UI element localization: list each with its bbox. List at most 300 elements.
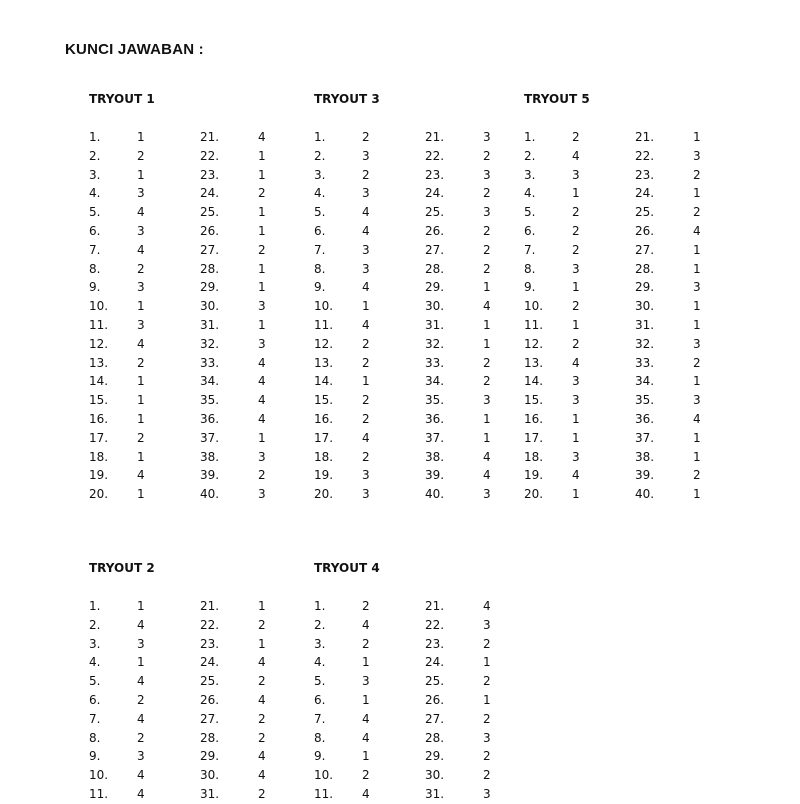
question-number: 26. (635, 223, 655, 238)
answer-row (524, 391, 714, 410)
question-number: 15. (524, 393, 544, 408)
answer-row (89, 429, 279, 448)
answer: 1 (693, 487, 701, 502)
question-number: 9. (314, 280, 326, 295)
answer: 1 (693, 242, 701, 257)
question-number: 22. (635, 148, 655, 163)
answer-row (314, 335, 504, 354)
answer-row (314, 354, 504, 373)
answer: 2 (137, 148, 145, 163)
question-number: 17. (89, 430, 109, 445)
answer-row (89, 653, 279, 672)
answer: 1 (572, 317, 580, 332)
answer-row (524, 166, 714, 185)
answer: 3 (693, 280, 701, 295)
answer: 2 (137, 430, 145, 445)
question-number: 3. (314, 636, 326, 651)
question-number: 37. (200, 430, 220, 445)
answer-row (314, 691, 504, 710)
question-number: 19. (89, 468, 109, 483)
answer: 4 (483, 468, 491, 483)
question-number: 16. (524, 411, 544, 426)
question-number: 22. (200, 617, 220, 632)
answer: 2 (693, 205, 701, 220)
question-number: 21. (200, 130, 220, 144)
question-number: 11. (89, 786, 109, 801)
question-number: 4. (314, 186, 326, 201)
answer: 2 (362, 336, 370, 351)
question-number: 28. (425, 261, 445, 276)
question-number: 21. (635, 130, 655, 144)
question-number: 13. (314, 355, 334, 370)
answer: 1 (572, 186, 580, 201)
answer: 3 (483, 205, 491, 220)
question-number: 35. (425, 393, 445, 408)
answer-row (314, 203, 504, 222)
answer: 3 (362, 487, 370, 502)
answer: 1 (137, 411, 145, 426)
question-number: 6. (314, 223, 326, 238)
question-number: 1. (89, 599, 101, 613)
question-number: 26. (425, 692, 445, 707)
answer: 1 (483, 692, 491, 707)
answer-row (524, 316, 714, 335)
answer: 2 (483, 768, 491, 783)
question-number: 27. (425, 242, 445, 257)
answer-row (314, 710, 504, 729)
answer: 1 (137, 130, 145, 144)
answer: 1 (572, 430, 580, 445)
answer: 1 (137, 449, 145, 464)
answer: 1 (258, 599, 266, 613)
answer-row (524, 448, 714, 467)
answer: 3 (258, 336, 266, 351)
answer: 4 (137, 786, 145, 801)
answer: 3 (483, 487, 491, 502)
answer-row (314, 448, 504, 467)
answer: 1 (693, 130, 701, 144)
question-number: 12. (524, 336, 544, 351)
answer-row (314, 747, 504, 766)
question-number: 13. (89, 355, 109, 370)
question-number: 9. (524, 280, 536, 295)
answer: 1 (483, 317, 491, 332)
tryout-5-title: TRYOUT 5 (524, 92, 590, 106)
question-number: 1. (524, 130, 536, 144)
question-number: 10. (524, 299, 544, 314)
answer-row (89, 485, 279, 504)
answer: 3 (362, 468, 370, 483)
answer: 4 (483, 599, 491, 613)
answer: 2 (137, 261, 145, 276)
answer-row (89, 241, 279, 260)
answer-row (524, 128, 714, 147)
answer: 4 (362, 205, 370, 220)
answer: 4 (137, 768, 145, 783)
question-number: 9. (314, 749, 326, 764)
answer: 3 (137, 636, 145, 651)
answer: 1 (483, 655, 491, 670)
question-number: 6. (89, 692, 101, 707)
question-number: 29. (200, 280, 220, 295)
answer: 1 (137, 167, 145, 182)
question-number: 27. (635, 242, 655, 257)
answer: 2 (137, 355, 145, 370)
answer: 1 (137, 655, 145, 670)
question-number: 15. (314, 393, 334, 408)
answer: 3 (483, 167, 491, 182)
answer-row (524, 297, 714, 316)
question-number: 36. (635, 411, 655, 426)
answer-row (89, 203, 279, 222)
answer-row (89, 166, 279, 185)
answer-row (314, 766, 504, 785)
question-number: 11. (524, 317, 544, 332)
question-number: 11. (89, 317, 109, 332)
answer: 1 (362, 374, 370, 389)
question-number: 12. (89, 336, 109, 351)
question-number: 8. (89, 261, 101, 276)
question-number: 4. (524, 186, 536, 201)
answer: 1 (137, 374, 145, 389)
question-number: 30. (425, 299, 445, 314)
question-number: 25. (425, 205, 445, 220)
question-number: 2. (89, 148, 101, 163)
question-number: 18. (314, 449, 334, 464)
answer-row (314, 297, 504, 316)
question-number: 14. (524, 374, 544, 389)
answer: 2 (483, 749, 491, 764)
answer: 4 (258, 749, 266, 764)
question-number: 10. (314, 768, 334, 783)
answer: 2 (362, 355, 370, 370)
question-number: 15. (89, 393, 109, 408)
answer-row (89, 672, 279, 691)
question-number: 30. (200, 768, 220, 783)
answer-row (314, 485, 504, 504)
answer: 1 (258, 430, 266, 445)
question-number: 18. (89, 449, 109, 464)
question-number: 19. (524, 468, 544, 483)
answer: 4 (137, 617, 145, 632)
question-number: 27. (200, 711, 220, 726)
answer: 1 (362, 655, 370, 670)
answer: 2 (483, 355, 491, 370)
answer-row (314, 653, 504, 672)
answer-row (89, 466, 279, 485)
answer-row (524, 410, 714, 429)
question-number: 23. (200, 636, 220, 651)
question-number: 28. (635, 261, 655, 276)
tryout-3-answers (314, 128, 504, 504)
answer-row (524, 222, 714, 241)
answer: 3 (572, 374, 580, 389)
answer: 2 (483, 636, 491, 651)
answer: 1 (572, 280, 580, 295)
question-number: 11. (314, 317, 334, 332)
answer-row (89, 785, 279, 804)
tryout-2-title: TRYOUT 2 (89, 561, 155, 575)
answer: 1 (362, 299, 370, 314)
question-number: 20. (524, 487, 544, 502)
answer-row (524, 372, 714, 391)
question-number: 19. (314, 468, 334, 483)
question-number: 4. (314, 655, 326, 670)
answer-row (314, 391, 504, 410)
answer: 2 (362, 636, 370, 651)
answer-row (89, 222, 279, 241)
question-number: 10. (89, 299, 109, 314)
answer: 1 (572, 487, 580, 502)
question-number: 34. (200, 374, 220, 389)
answer: 2 (258, 730, 266, 745)
question-number: 5. (89, 674, 101, 689)
answer: 4 (572, 468, 580, 483)
answer: 3 (572, 261, 580, 276)
answer: 1 (137, 299, 145, 314)
answer: 4 (137, 242, 145, 257)
question-number: 37. (425, 430, 445, 445)
question-number: 2. (524, 148, 536, 163)
question-number: 17. (524, 430, 544, 445)
answer: 2 (362, 449, 370, 464)
question-number: 28. (425, 730, 445, 745)
question-number: 24. (200, 655, 220, 670)
question-number: 14. (314, 374, 334, 389)
question-number: 4. (89, 186, 101, 201)
answer-row (314, 222, 504, 241)
answer: 4 (693, 223, 701, 238)
question-number: 16. (314, 411, 334, 426)
question-number: 38. (425, 449, 445, 464)
question-number: 39. (200, 468, 220, 483)
question-number: 30. (635, 299, 655, 314)
question-number: 33. (200, 355, 220, 370)
answer-row (314, 184, 504, 203)
question-number: 29. (425, 749, 445, 764)
answer: 4 (362, 280, 370, 295)
answer: 1 (137, 393, 145, 408)
question-number: 29. (425, 280, 445, 295)
answer: 3 (693, 393, 701, 408)
question-number: 34. (635, 374, 655, 389)
question-number: 39. (425, 468, 445, 483)
question-number: 4. (89, 655, 101, 670)
question-number: 35. (200, 393, 220, 408)
question-number: 3. (89, 636, 101, 651)
question-number: 25. (425, 674, 445, 689)
answer-row (524, 335, 714, 354)
question-number: 24. (635, 186, 655, 201)
answer: 2 (572, 223, 580, 238)
question-number: 22. (200, 148, 220, 163)
answer-row (89, 729, 279, 748)
answer-row (314, 278, 504, 297)
question-number: 5. (314, 674, 326, 689)
answer-row (89, 278, 279, 297)
answer-row (89, 128, 279, 147)
answer: 3 (362, 261, 370, 276)
answer: 4 (362, 711, 370, 726)
question-number: 7. (89, 711, 101, 726)
answer-row (314, 241, 504, 260)
answer: 1 (137, 599, 145, 613)
answer: 2 (572, 130, 580, 144)
question-number: 10. (314, 299, 334, 314)
answer: 2 (693, 355, 701, 370)
question-number: 28. (200, 261, 220, 276)
answer-row (314, 166, 504, 185)
answer: 1 (362, 749, 370, 764)
answer-row (89, 316, 279, 335)
answer-row (314, 260, 504, 279)
question-number: 9. (89, 280, 101, 295)
question-number: 8. (524, 261, 536, 276)
question-number: 1. (314, 599, 326, 613)
answer: 1 (258, 148, 266, 163)
answer: 4 (258, 655, 266, 670)
answer-row (89, 260, 279, 279)
answer: 3 (362, 186, 370, 201)
answer: 4 (362, 430, 370, 445)
answer: 1 (258, 205, 266, 220)
answer-row (314, 729, 504, 748)
answer-row (314, 410, 504, 429)
question-number: 24. (425, 655, 445, 670)
question-number: 20. (314, 487, 334, 502)
answer: 2 (693, 468, 701, 483)
question-number: 21. (425, 599, 445, 613)
answer: 1 (693, 317, 701, 332)
answer: 1 (693, 186, 701, 201)
answer-row (524, 147, 714, 166)
question-number: 23. (200, 167, 220, 182)
answer: 3 (572, 167, 580, 182)
question-number: 20. (89, 487, 109, 502)
answer: 1 (258, 636, 266, 651)
answer: 1 (137, 487, 145, 502)
answer: 2 (362, 167, 370, 182)
question-number: 7. (314, 242, 326, 257)
question-number: 5. (89, 205, 101, 220)
question-number: 16. (89, 411, 109, 426)
answer: 3 (137, 280, 145, 295)
question-number: 36. (425, 411, 445, 426)
question-number: 1. (89, 130, 101, 144)
answer: 4 (362, 730, 370, 745)
answer-row (89, 184, 279, 203)
answer: 1 (483, 430, 491, 445)
question-number: 17. (314, 430, 334, 445)
answer: 4 (362, 617, 370, 632)
answer: 3 (362, 242, 370, 257)
question-number: 29. (635, 280, 655, 295)
answer: 2 (362, 393, 370, 408)
answer: 2 (362, 768, 370, 783)
answer-row (314, 616, 504, 635)
answer: 4 (258, 768, 266, 783)
question-number: 21. (425, 130, 445, 144)
question-number: 38. (635, 449, 655, 464)
answer: 2 (572, 336, 580, 351)
answer: 3 (137, 186, 145, 201)
question-number: 2. (314, 148, 326, 163)
question-number: 7. (89, 242, 101, 257)
question-number: 22. (425, 148, 445, 163)
answer: 2 (362, 130, 370, 144)
question-number: 32. (425, 336, 445, 351)
answer: 3 (362, 674, 370, 689)
question-number: 23. (635, 167, 655, 182)
answer: 4 (362, 786, 370, 801)
question-number: 31. (425, 317, 445, 332)
question-number: 33. (425, 355, 445, 370)
answer-row (89, 691, 279, 710)
question-number: 21. (200, 599, 220, 613)
answer: 3 (137, 317, 145, 332)
question-number: 39. (635, 468, 655, 483)
answer: 4 (572, 355, 580, 370)
answer-row (89, 448, 279, 467)
answer: 2 (483, 223, 491, 238)
answer: 3 (693, 148, 701, 163)
answer: 2 (483, 711, 491, 726)
answer-row (314, 635, 504, 654)
answer: 4 (258, 393, 266, 408)
answer-row (524, 485, 714, 504)
answer: 4 (693, 411, 701, 426)
question-number: 3. (524, 167, 536, 182)
answer: 4 (362, 223, 370, 238)
answer-row (524, 184, 714, 203)
question-number: 32. (200, 336, 220, 351)
tryout-5-answers (524, 128, 714, 504)
answer-row (524, 260, 714, 279)
question-number: 34. (425, 374, 445, 389)
answer: 4 (258, 355, 266, 370)
question-number: 24. (425, 186, 445, 201)
answer: 1 (693, 374, 701, 389)
answer-row (524, 241, 714, 260)
tryout-1-title: TRYOUT 1 (89, 92, 155, 106)
tryout-1-answers (89, 128, 279, 504)
answer-row (314, 429, 504, 448)
answer-row (524, 354, 714, 373)
tryout-2-answers (89, 597, 279, 804)
answer-row (524, 429, 714, 448)
question-number: 8. (314, 261, 326, 276)
question-number: 23. (425, 167, 445, 182)
question-number: 25. (635, 205, 655, 220)
answer: 4 (137, 205, 145, 220)
answer: 2 (258, 468, 266, 483)
answer-row (89, 710, 279, 729)
answer-row (89, 372, 279, 391)
question-number: 40. (635, 487, 655, 502)
question-number: 7. (314, 711, 326, 726)
answer: 3 (258, 487, 266, 502)
answer: 2 (483, 674, 491, 689)
answer-row (314, 372, 504, 391)
answer: 4 (137, 674, 145, 689)
answer: 4 (258, 411, 266, 426)
question-number: 3. (89, 167, 101, 182)
answer: 1 (258, 223, 266, 238)
answer-row (314, 147, 504, 166)
answer: 4 (258, 130, 266, 144)
question-number: 2. (89, 617, 101, 632)
question-number: 8. (314, 730, 326, 745)
